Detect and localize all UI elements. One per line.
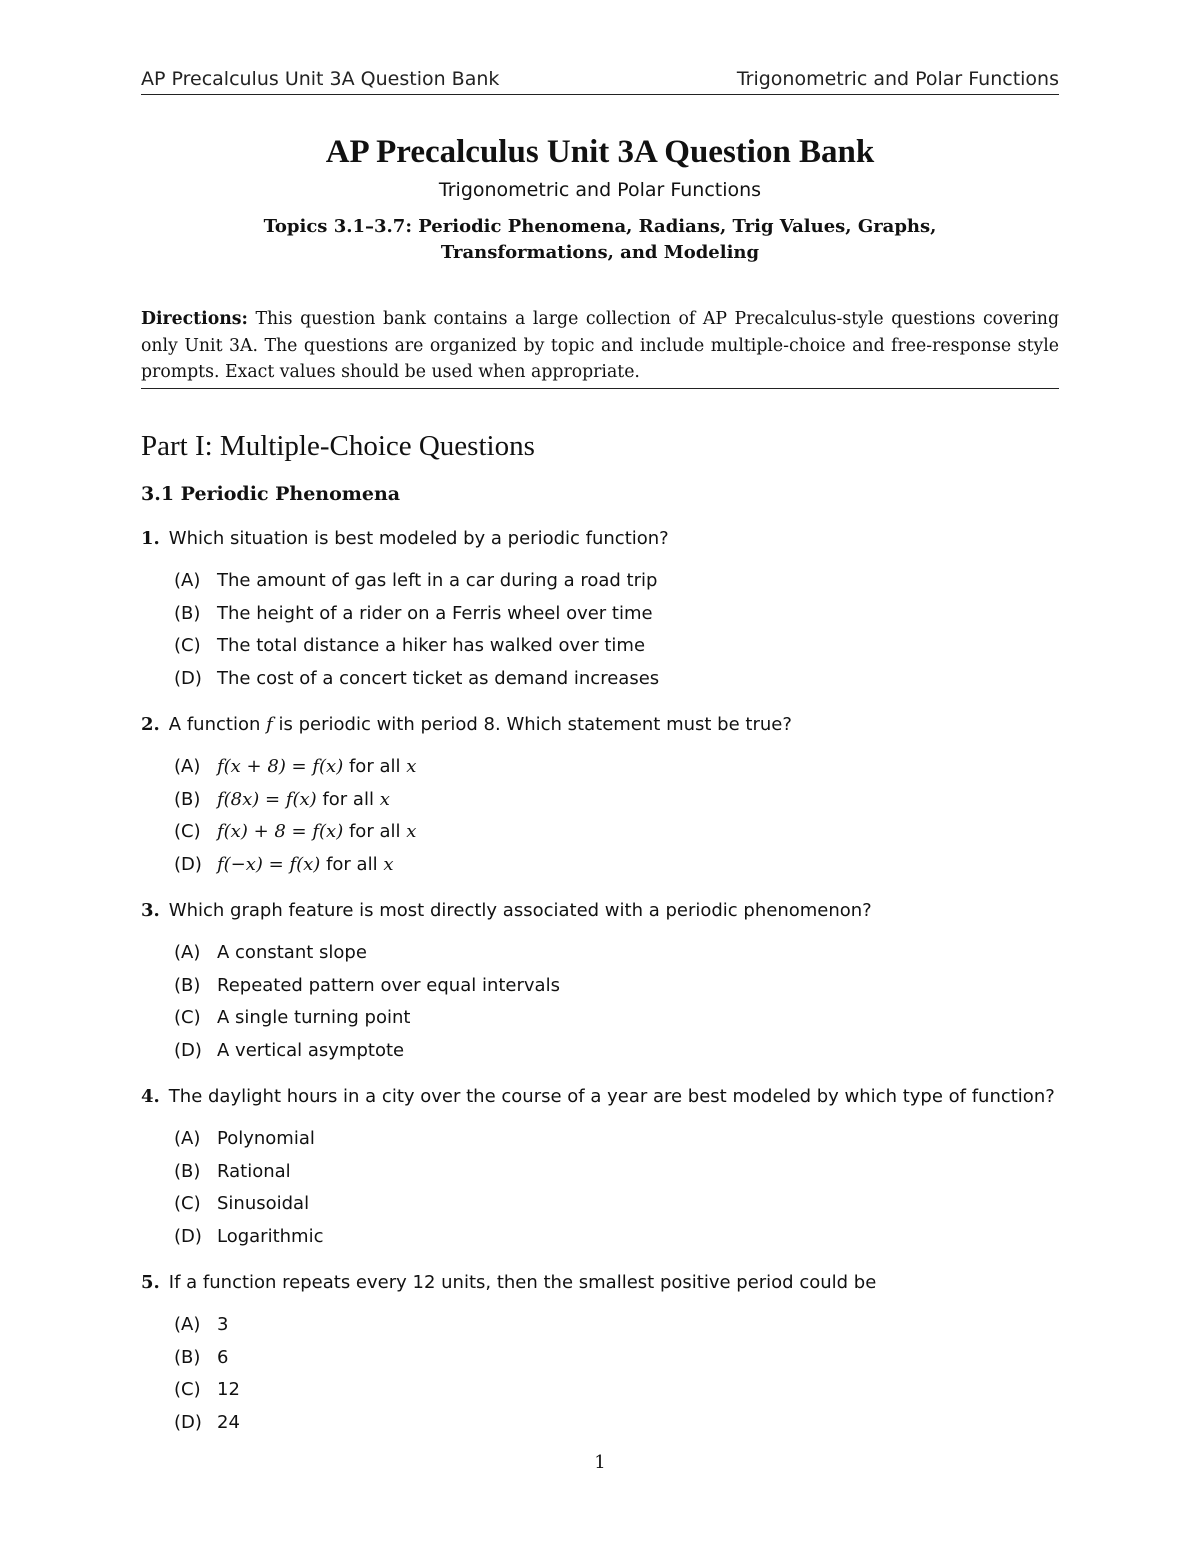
choice-letter: (A)	[174, 942, 201, 963]
choice-text: The amount of gas left in a car during a road trip	[217, 570, 658, 591]
choice-a	[141, 567, 1059, 600]
page-number: 1	[594, 1452, 606, 1473]
question-stem	[141, 1269, 1059, 1297]
choice-d	[141, 665, 1059, 698]
choice-text: 24	[217, 1411, 240, 1433]
choice-text: for all	[348, 821, 401, 842]
choice-text: A constant slope	[217, 942, 367, 963]
choice-text: for all	[348, 756, 401, 777]
choice-text: for all	[326, 853, 378, 875]
question-stem	[141, 525, 1059, 553]
choice-list	[141, 567, 1059, 697]
choice-letter: (B)	[174, 602, 201, 624]
choice-d	[141, 1409, 1059, 1442]
choice-variable: x	[379, 788, 390, 810]
choice-letter: (B)	[174, 974, 201, 996]
question-stem	[141, 897, 1059, 925]
question-list	[141, 525, 1059, 1455]
question-text-pre: A function	[168, 714, 261, 735]
choice-text: Logarithmic	[217, 1225, 324, 1247]
document-title: AP Precalculus Unit 3A Question Bank	[325, 134, 875, 170]
question-stem	[141, 711, 1059, 739]
question-text: Which graph feature is most directly associated with a periodic phenomenon?	[168, 900, 872, 921]
choice-list	[141, 1311, 1059, 1441]
choice-letter: (D)	[174, 1225, 202, 1247]
question-text: Which situation is best modeled by a periodic function?	[168, 528, 669, 549]
choice-b	[141, 1344, 1059, 1377]
question-3	[141, 897, 1059, 1069]
choice-text: A vertical asymptote	[217, 1039, 405, 1061]
question-5	[141, 1269, 1059, 1441]
choice-b	[141, 1158, 1059, 1191]
choice-text: 12	[217, 1379, 240, 1400]
question-variable: f	[266, 714, 273, 735]
topics-line-2: Transformations, and Modeling	[440, 242, 760, 263]
choice-d	[141, 851, 1059, 884]
directions-label: Directions:	[141, 309, 248, 329]
choice-letter: (C)	[174, 1379, 201, 1400]
question-4	[141, 1083, 1059, 1255]
choice-b	[141, 600, 1059, 633]
choice-c	[141, 1376, 1059, 1409]
question-stem	[141, 1083, 1059, 1111]
choice-text: Polynomial	[217, 1128, 315, 1149]
choice-letter: (A)	[174, 1314, 201, 1335]
choice-letter: (A)	[174, 1128, 201, 1149]
section-heading: 3.1 Periodic Phenomena	[141, 483, 401, 505]
choice-letter: (D)	[174, 1039, 202, 1061]
choice-list	[141, 939, 1059, 1069]
choice-text: for all	[322, 788, 374, 810]
question-number: 1.	[141, 528, 160, 549]
choice-variable: x	[383, 853, 394, 875]
directions-text: This question bank contains a large collection of AP Precalculus-style questions covering only Unit 3A. The questions are organized by topic and include multiple-choice and free-response style prompts. Exact values should be used when appropriate.	[141, 309, 1060, 382]
choice-variable: x	[406, 821, 417, 842]
choice-a	[141, 1125, 1059, 1158]
question-text-post: is periodic with period 8. Which statement must be true?	[278, 714, 792, 735]
choice-list	[141, 753, 1059, 883]
question-number: 3.	[141, 900, 160, 921]
question-number: 5.	[141, 1272, 160, 1293]
part-heading: Part I: Multiple-Choice Questions	[141, 430, 535, 462]
header-right-title: Trigonometric and Polar Functions	[736, 68, 1059, 90]
question-2	[141, 711, 1059, 883]
choice-c	[141, 818, 1059, 851]
choice-text: 6	[217, 1346, 229, 1368]
choice-c	[141, 1190, 1059, 1223]
topics-line	[141, 214, 1059, 266]
choice-a	[141, 753, 1059, 786]
question-text: The daylight hours in a city over the course of a year are best modeled by which type of function?	[168, 1086, 1055, 1107]
choice-letter: (B)	[174, 788, 201, 810]
choice-b	[141, 786, 1059, 819]
choice-math: f(8x) = f(x)	[217, 788, 317, 810]
document-subtitle: Trigonometric and Polar Functions	[438, 179, 762, 201]
choice-letter: (D)	[174, 667, 202, 689]
question-text: If a function repeats every 12 units, then the smallest positive period could be	[168, 1272, 877, 1293]
choice-b	[141, 972, 1059, 1005]
choice-text: 3	[217, 1314, 229, 1335]
choice-variable: x	[406, 756, 417, 777]
choice-text: A single turning point	[217, 1007, 411, 1028]
choice-text: The height of a rider on a Ferris wheel over time	[217, 602, 653, 624]
choice-c	[141, 1004, 1059, 1037]
question-number: 4.	[141, 1086, 160, 1107]
choice-text: The cost of a concert ticket as demand increases	[217, 667, 660, 689]
choice-letter: (A)	[174, 756, 201, 777]
choice-math: f(x) + 8 = f(x)	[217, 821, 344, 842]
topics-line-1: Topics 3.1–3.7: Periodic Phenomena, Radians, Trig Values, Graphs,	[263, 216, 937, 237]
directions-paragraph	[141, 306, 1059, 389]
choice-text: The total distance a hiker has walked over time	[217, 635, 646, 656]
choice-text: Sinusoidal	[217, 1193, 310, 1214]
choice-a	[141, 939, 1059, 972]
running-header	[141, 68, 1059, 95]
choice-c	[141, 632, 1059, 665]
document-page	[141, 0, 1059, 1553]
header-left-title: AP Precalculus Unit 3A Question Bank	[141, 68, 500, 90]
question-1	[141, 525, 1059, 697]
choice-list	[141, 1125, 1059, 1255]
choice-letter: (C)	[174, 1193, 201, 1214]
choice-d	[141, 1037, 1059, 1070]
choice-letter: (C)	[174, 821, 201, 842]
choice-a	[141, 1311, 1059, 1344]
choice-letter: (C)	[174, 635, 201, 656]
choice-text: Rational	[217, 1160, 291, 1182]
choice-letter: (C)	[174, 1007, 201, 1028]
choice-d	[141, 1223, 1059, 1256]
choice-letter: (D)	[174, 853, 202, 875]
choice-letter: (A)	[174, 570, 201, 591]
choice-text: Repeated pattern over equal intervals	[217, 974, 560, 996]
choice-letter: (B)	[174, 1346, 201, 1368]
choice-math: f(−x) = f(x)	[217, 853, 321, 875]
question-number: 2.	[141, 714, 160, 735]
choice-math: f(x + 8) = f(x)	[217, 756, 344, 777]
choice-letter: (D)	[174, 1411, 202, 1433]
choice-letter: (B)	[174, 1160, 201, 1182]
